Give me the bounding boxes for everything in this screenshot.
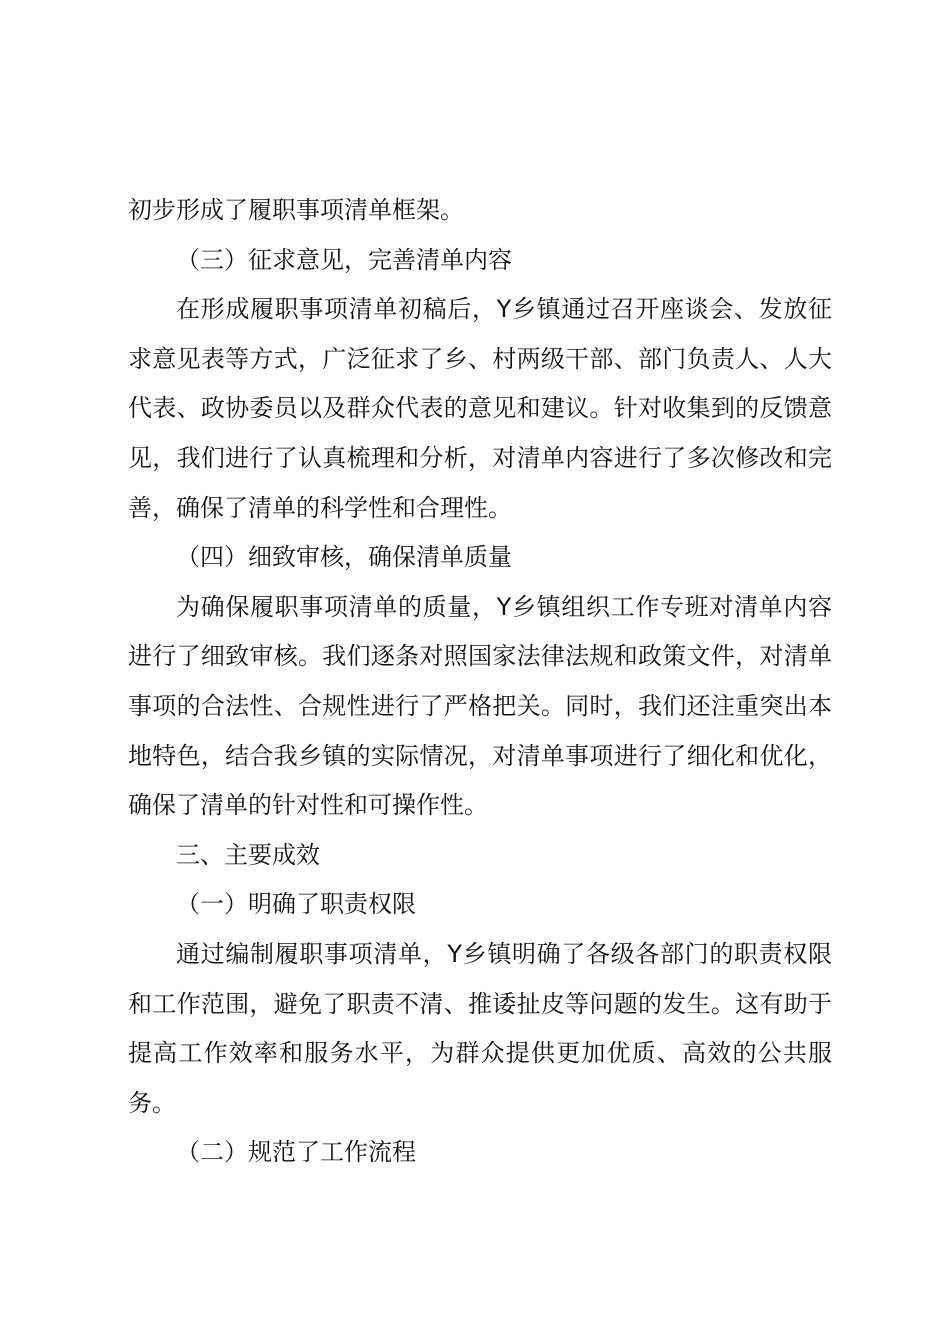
paragraph-responsibilities: 通过编制履职事项清单，Y乡镇明确了各级各部门的职责权限和工作范围，避免了职责不清、推诿扯皮等问题的发生。这有助于提高工作效率和服务水平，为群众提供更加优质、高效的公共服务。: [128, 939, 832, 1117]
section-heading-3: （三）征求意见，完善清单内容: [176, 245, 512, 274]
chapter-heading-results: 三、主要成效: [176, 840, 320, 869]
document-body: [128, 186, 832, 1178]
paragraph-continuation: 初步形成了履职事项清单框架。: [128, 196, 464, 224]
paragraph-feedback: 在形成履职事项清单初稿后，Y乡镇通过召开座谈会、发放征求意见表等方式，广泛征求了乡、村两级干部、部门负责人、人大代表、政协委员以及群众代表的意见和建议。针对收集到的反馈意见，我们进行了认真梳理和分析，对清单内容进行了多次修改和完善，确保了清单的科学性和合理性。: [128, 295, 832, 522]
paragraph-review: 为确保履职事项清单的质量，Y乡镇组织工作专班对清单内容进行了细致审核。我们逐条对照国家法律法规和政策文件，对清单事项的合法性、合规性进行了严格把关。同时，我们还注重突出本地特色，结合我乡镇的实际情况，对清单事项进行了细化和优化，确保了清单的针对性和可操作性。: [128, 592, 832, 820]
section-heading-result-2: （二）规范了工作流程: [176, 1138, 416, 1167]
section-heading-result-1: （一）明确了职责权限: [176, 890, 416, 919]
section-heading-4: （四）细致审核，确保清单质量: [176, 543, 512, 572]
